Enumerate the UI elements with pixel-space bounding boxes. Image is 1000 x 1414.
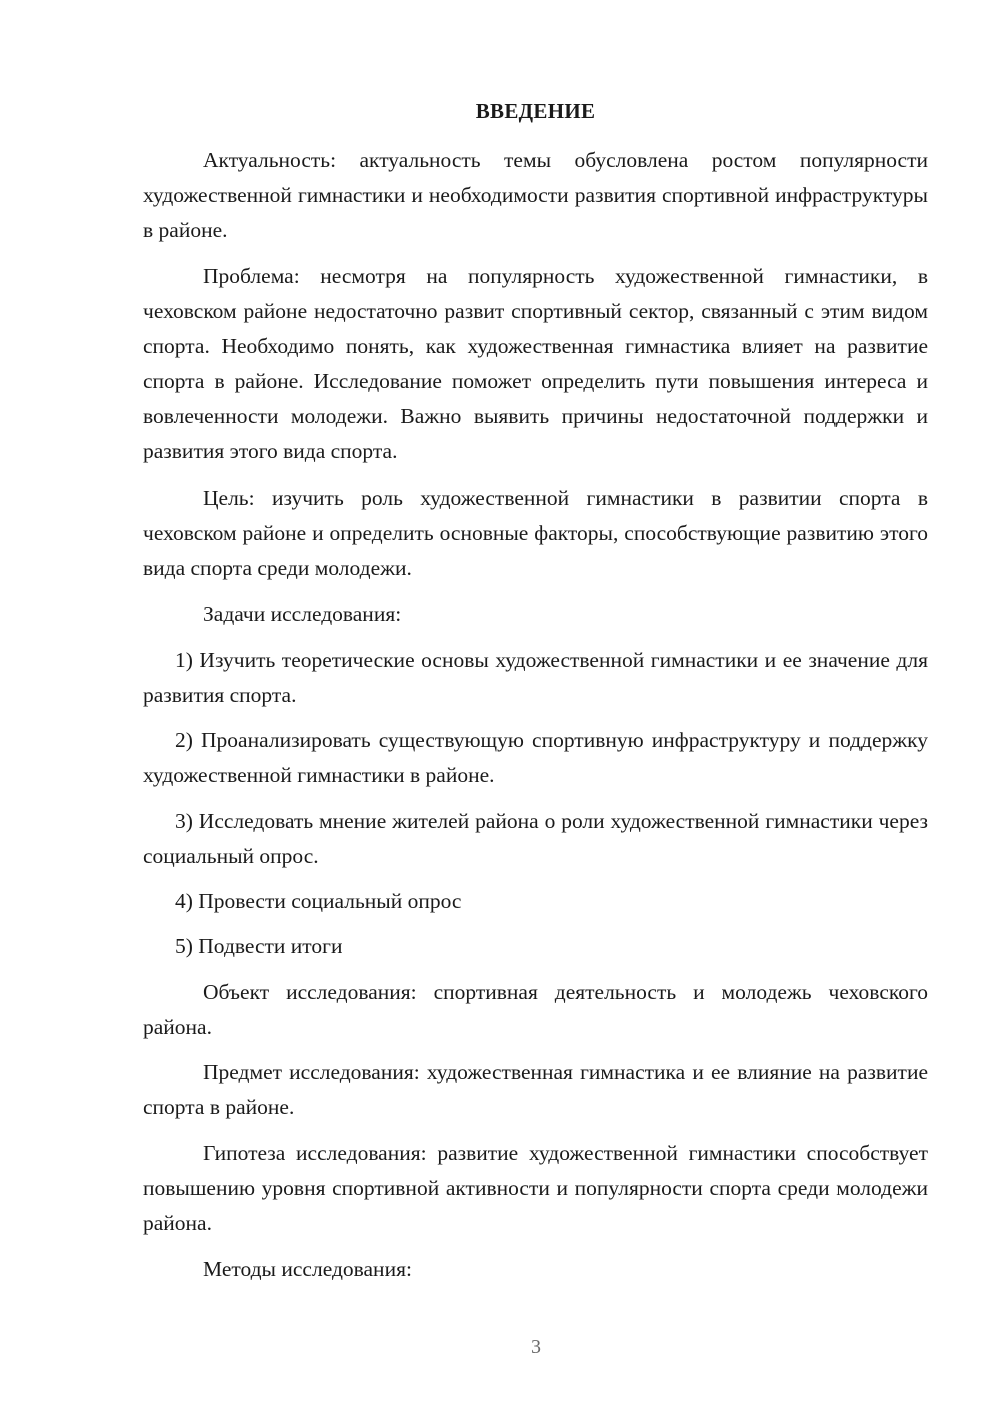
task-item-3: 3) Исследовать мнение жителей района о роли художественной гимнастики через социальный опрос. [143,809,928,868]
paragraph-hypothesis: Гипотеза исследования: развитие художественной гимнастики способствует повышению уровня спортивной активности и популярности спорта среди молодежи района. [143,1141,928,1235]
task-item-2: 2) Проанализировать существующую спортивную инфраструктуру и поддержку художественной гимнастики в районе. [143,728,928,787]
task-item-5: 5) Подвести итоги [175,934,343,958]
paragraph-problem: Проблема: несмотря на популярность художественной гимнастики, в чеховском районе недостаточно развит спортивный сектор, связанный с этим видом спорта. Необходимо понять, как художественная гимнастика влияет на развитие спорта в районе. Исследование поможет определить пути повышения интереса и вовлеченности молодежи. Важно выявить причины недостаточной поддержки и развития этого вида спорта. [143,264,928,463]
paragraph-relevance: Актуальность: актуальность темы обусловлена ростом популярности художественной гимнастики и необходимости развития спортивной инфраструктуры в районе. [143,148,928,242]
paragraph-object: Объект исследования: спортивная деятельность и молодежь чеховского района. [143,980,928,1039]
tasks-heading: Задачи исследования: [203,602,402,626]
page-number: 3 [531,1336,541,1358]
task-item-4: 4) Провести социальный опрос [175,889,462,913]
paragraph-subject: Предмет исследования: художественная гимнастика и ее влияние на развитие спорта в районе. [143,1060,928,1119]
task-item-1: 1) Изучить теоретические основы художественной гимнастики и ее значение для развития спорта. [143,648,928,707]
paragraph-goal: Цель: изучить роль художественной гимнастики в развитии спорта в чеховском районе и определить основные факторы, способствующие развитию этого вида спорта среди молодежи. [143,486,928,580]
page-title: ВВЕДЕНИЕ [475,99,596,123]
methods-heading: Методы исследования: [203,1257,412,1281]
